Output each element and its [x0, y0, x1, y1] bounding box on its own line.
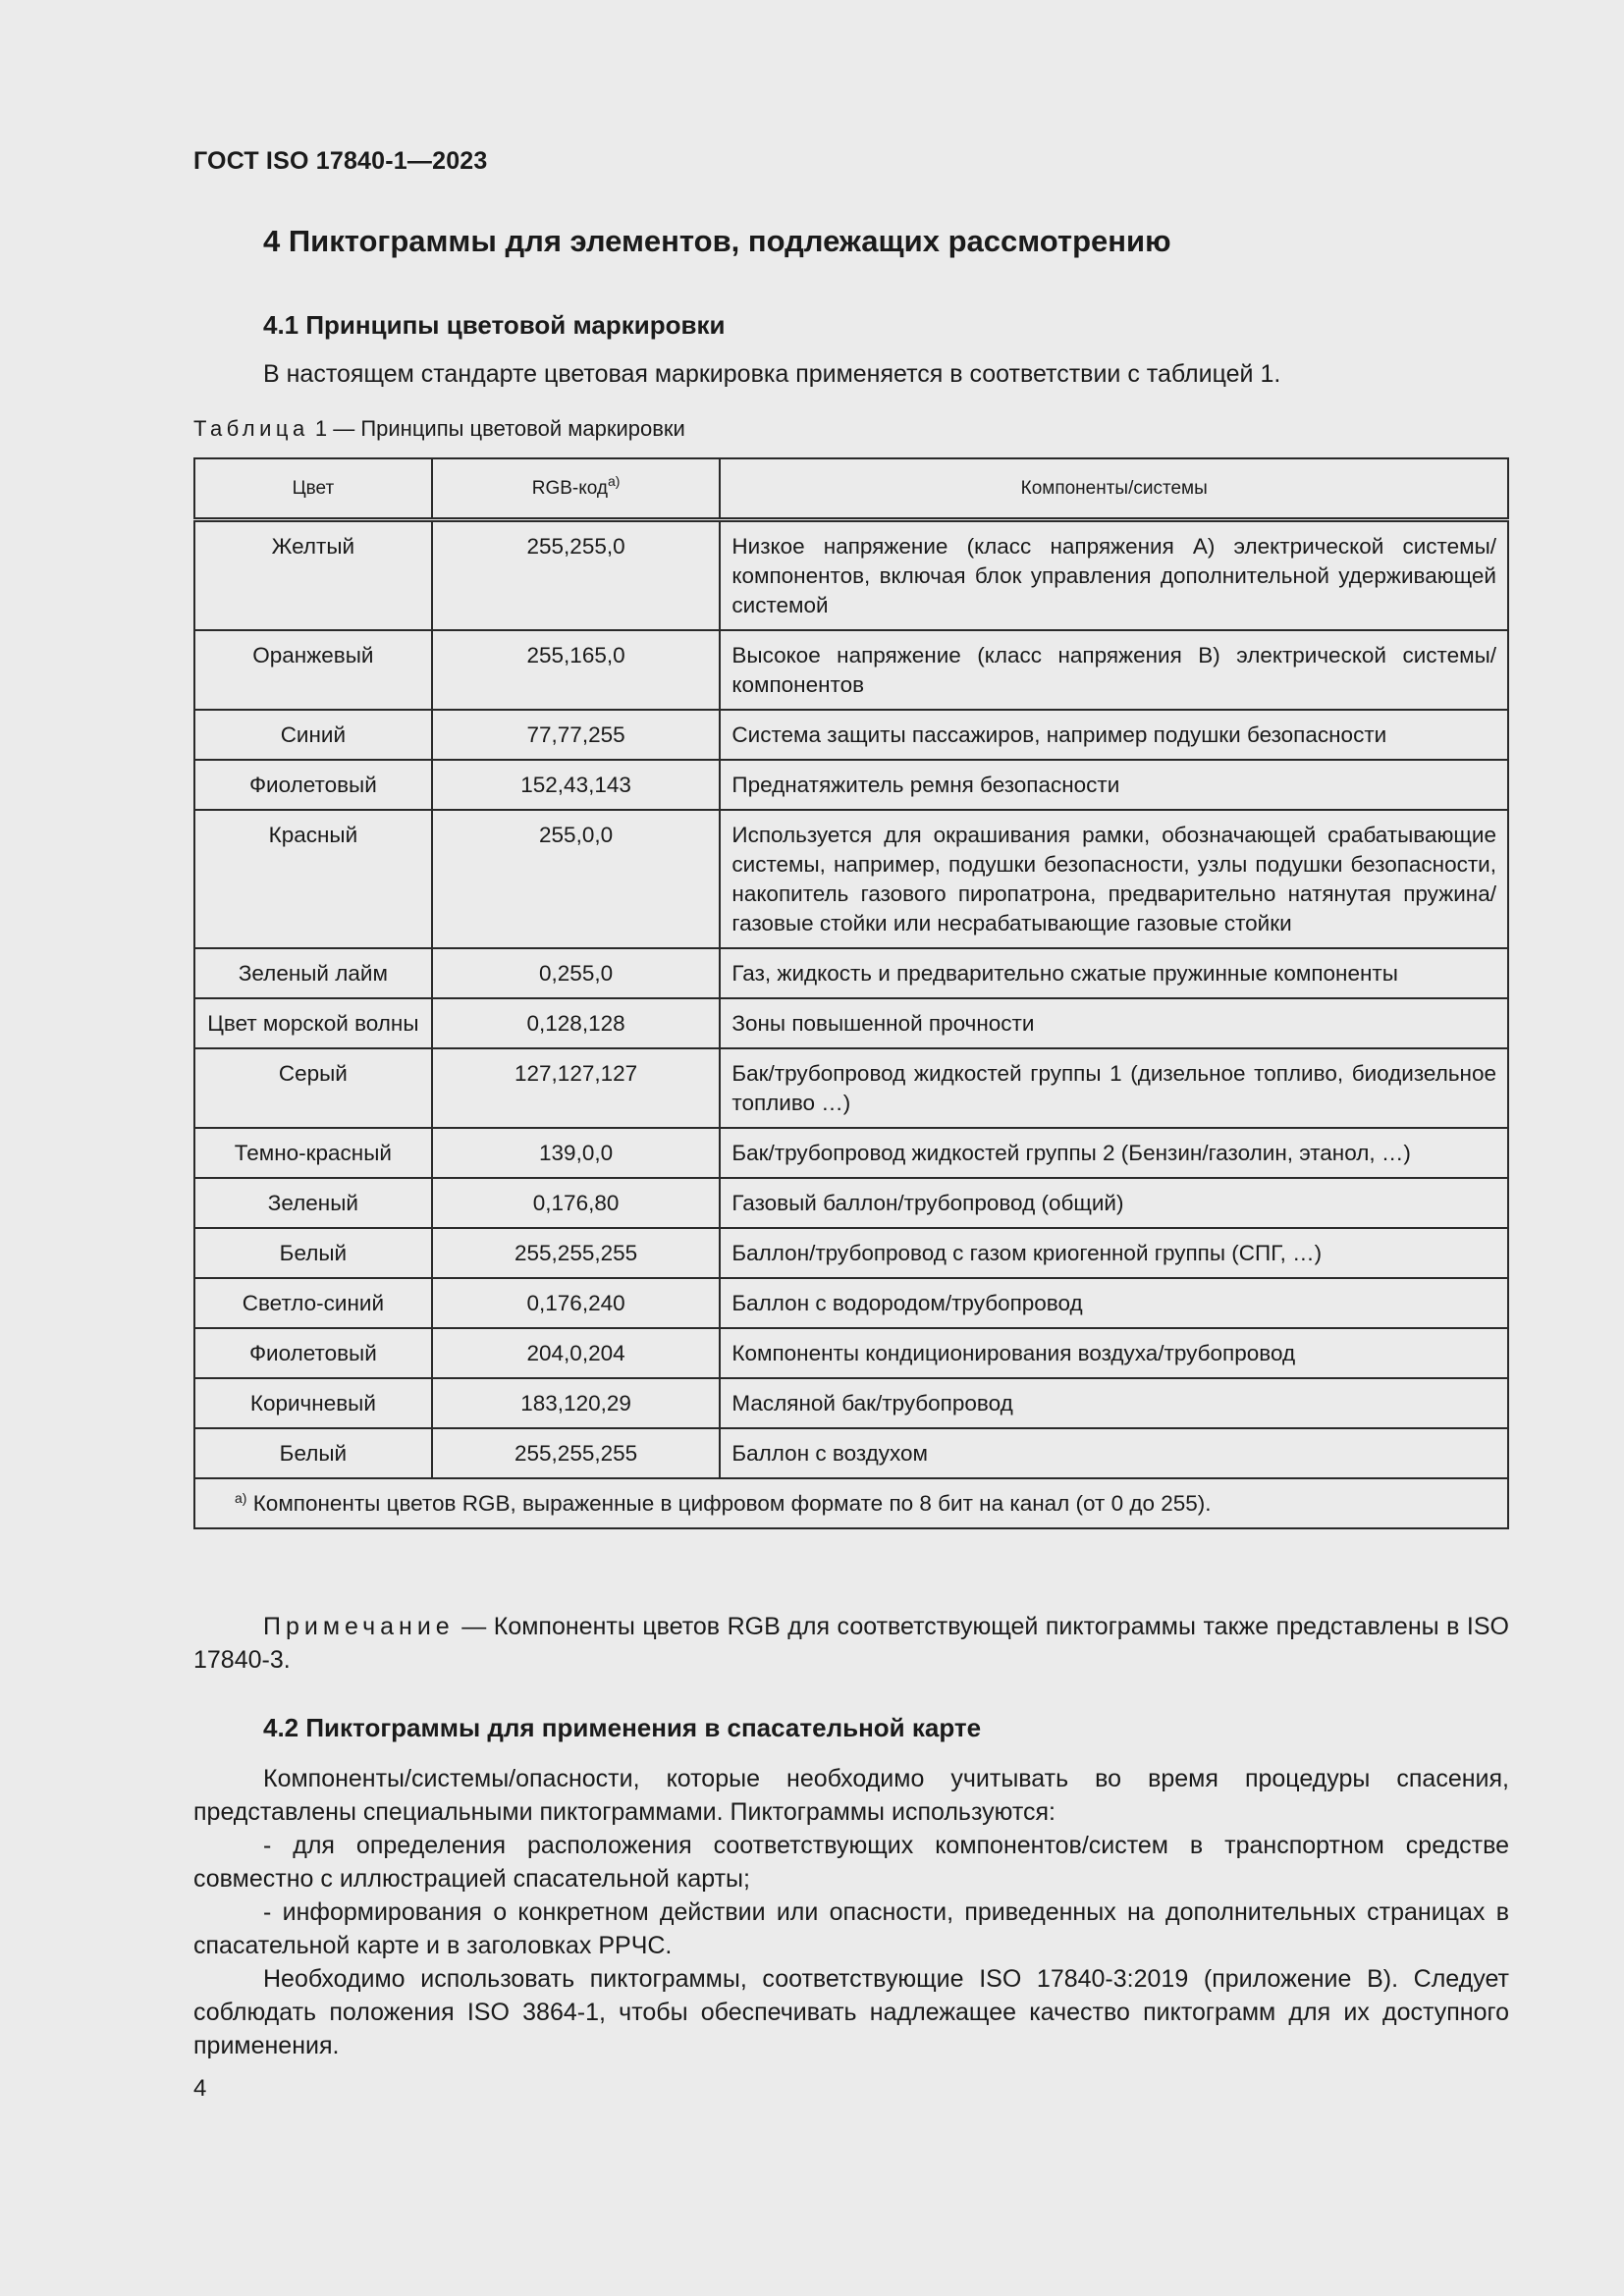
- footnote-text: Компоненты цветов RGB, выраженные в цифровом формате по 8 бит на канал (от 0 до 255).: [246, 1491, 1212, 1516]
- components-cell: Высокое напряжение (класс напряжения В) электрической системы/компонентов: [720, 630, 1508, 710]
- table-header-row: [194, 458, 1508, 520]
- rgb-code-cell: 152,43,143: [432, 760, 721, 810]
- table-row: [194, 760, 1508, 810]
- color-name-cell: Светло-синий: [194, 1278, 432, 1328]
- header-components: [720, 458, 1508, 520]
- components-cell: Газовый баллон/трубопровод (общий): [720, 1178, 1508, 1228]
- rgb-code-cell: 255,255,255: [432, 1228, 721, 1278]
- color-name-cell: Зеленый: [194, 1178, 432, 1228]
- rgb-code-cell: 139,0,0: [432, 1128, 721, 1178]
- section-4-2-list-item-2: - информирования о конкретном действии или опасности, приведенных на дополнительных страницах в спасательной карте и в заголовках РРЧС.: [193, 1898, 1509, 1959]
- table-row: [194, 520, 1508, 631]
- components-cell: Газ, жидкость и предварительно сжатые пружинные компоненты: [720, 948, 1508, 998]
- color-name-cell: Фиолетовый: [194, 760, 432, 810]
- rgb-code-cell: 0,255,0: [432, 948, 721, 998]
- components-cell: Бак/трубопровод жидкостей группы 1 (дизельное топливо, биодизельное топливо …): [720, 1048, 1508, 1128]
- components-cell: Бак/трубопровод жидкостей группы 2 (Бензин/газолин, этанол, …): [720, 1128, 1508, 1178]
- table-row: [194, 1428, 1508, 1478]
- color-name-cell: Фиолетовый: [194, 1328, 432, 1378]
- components-cell: Баллон/трубопровод с газом криогенной группы (СПГ, …): [720, 1228, 1508, 1278]
- table-footnote-row: [194, 1478, 1508, 1528]
- section-4-2-paragraph-2: Необходимо использовать пиктограммы, соответствующие ISO 17840-3:2019 (приложение В). Следует соблюдать положения ISO 3864-1, чтобы обеспечивать надлежащее качество пиктограмм для их доступного применения.: [193, 1965, 1509, 2059]
- note-paragraph: [193, 1610, 1509, 1677]
- components-cell: Баллон с водородом/трубопровод: [720, 1278, 1508, 1328]
- components-cell: Зоны повышенной прочности: [720, 998, 1508, 1048]
- section-4-2-title: 4.2 Пиктограммы для применения в спасательной карте: [263, 1713, 982, 1742]
- rgb-code-cell: 0,128,128: [432, 998, 721, 1048]
- rgb-code-cell: 255,255,255: [432, 1428, 721, 1478]
- table-caption-label: Таблица: [193, 416, 309, 441]
- rgb-code-cell: 204,0,204: [432, 1328, 721, 1378]
- rgb-code-cell: 0,176,240: [432, 1278, 721, 1328]
- note-text: — Компоненты цветов RGB для соответствующей пиктограммы также представлены в ISO 17840-3.: [193, 1613, 1509, 1674]
- table-caption-text: 1 — Принципы цветовой маркировки: [308, 416, 685, 441]
- section-4-1-title: 4.1 Принципы цветовой маркировки: [263, 310, 726, 340]
- note-label: Примечание: [263, 1613, 455, 1640]
- rgb-code-cell: 127,127,127: [432, 1048, 721, 1128]
- color-coding-table: [193, 457, 1509, 1529]
- header-components-label: Компоненты/системы: [1020, 478, 1208, 499]
- components-cell: Масляной бак/трубопровод: [720, 1378, 1508, 1428]
- header-color: [194, 458, 432, 520]
- table-row: [194, 1328, 1508, 1378]
- color-name-cell: Темно-красный: [194, 1128, 432, 1178]
- color-name-cell: Синий: [194, 710, 432, 760]
- color-name-cell: Цвет морской волны: [194, 998, 432, 1048]
- table-row: [194, 1178, 1508, 1228]
- header-rgb-footnote-mark: а): [607, 473, 621, 489]
- color-name-cell: Серый: [194, 1048, 432, 1128]
- color-name-cell: Красный: [194, 810, 432, 948]
- color-name-cell: Желтый: [194, 520, 432, 631]
- document-header: ГОСТ ISO 17840-1—2023: [193, 147, 488, 175]
- header-color-label: Цвет: [292, 478, 335, 499]
- color-name-cell: Коричневый: [194, 1378, 432, 1428]
- table-row: [194, 710, 1508, 760]
- table-row: [194, 1128, 1508, 1178]
- rgb-code-cell: 255,165,0: [432, 630, 721, 710]
- table-row: [194, 998, 1508, 1048]
- components-cell: Баллон с воздухом: [720, 1428, 1508, 1478]
- header-rgb-label: RGB-код: [531, 478, 608, 499]
- rgb-code-cell: 183,120,29: [432, 1378, 721, 1428]
- components-cell: Система защиты пассажиров, например подушки безопасности: [720, 710, 1508, 760]
- section-4-title: 4 Пиктограммы для элементов, подлежащих рассмотрению: [263, 224, 1171, 258]
- table-caption: [193, 416, 685, 442]
- table-row: [194, 1048, 1508, 1128]
- components-cell: Преднатяжитель ремня безопасности: [720, 760, 1508, 810]
- section-4-2-list-item-1: - для определения расположения соответствующих компонентов/систем в транспортном средстве совместно с иллюстрацией спасательной карты;: [193, 1832, 1509, 1893]
- color-name-cell: Оранжевый: [194, 630, 432, 710]
- table-row: [194, 810, 1508, 948]
- color-name-cell: Белый: [194, 1428, 432, 1478]
- section-4-2-paragraph-1: Компоненты/системы/опасности, которые необходимо учитывать во время процедуры спасения, представлены специальными пиктограммами. Пиктограммы используются:: [193, 1765, 1509, 1826]
- table-footnote: [194, 1478, 1508, 1528]
- table-row: [194, 948, 1508, 998]
- table-row: [194, 1278, 1508, 1328]
- page-number: 4: [193, 2075, 207, 2102]
- header-rgb: [432, 458, 721, 520]
- components-cell: Используется для окрашивания рамки, обозначающей срабатывающие системы, например, подушки безопасности, узлы подушки безопасности, накопитель газового пиропатрона, предварительно натянутая пружина/газовые стойки или несрабатывающие газовые стойки: [720, 810, 1508, 948]
- components-cell: Низкое напряжение (класс напряжения А) электрической системы/компонентов, включая блок управления дополнительной удерживающей системой: [720, 520, 1508, 631]
- components-cell: Компоненты кондиционирования воздуха/трубопровод: [720, 1328, 1508, 1378]
- section-4-1-intro: В настоящем стандарте цветовая маркировка применяется в соответствии с таблицей 1.: [263, 360, 1281, 388]
- table-row: [194, 1378, 1508, 1428]
- table-row: [194, 630, 1508, 710]
- footnote-mark: а): [235, 1490, 247, 1506]
- rgb-code-cell: 255,255,0: [432, 520, 721, 631]
- rgb-code-cell: 255,0,0: [432, 810, 721, 948]
- color-name-cell: Зеленый лайм: [194, 948, 432, 998]
- rgb-code-cell: 0,176,80: [432, 1178, 721, 1228]
- color-name-cell: Белый: [194, 1228, 432, 1278]
- table-row: [194, 1228, 1508, 1278]
- rgb-code-cell: 77,77,255: [432, 710, 721, 760]
